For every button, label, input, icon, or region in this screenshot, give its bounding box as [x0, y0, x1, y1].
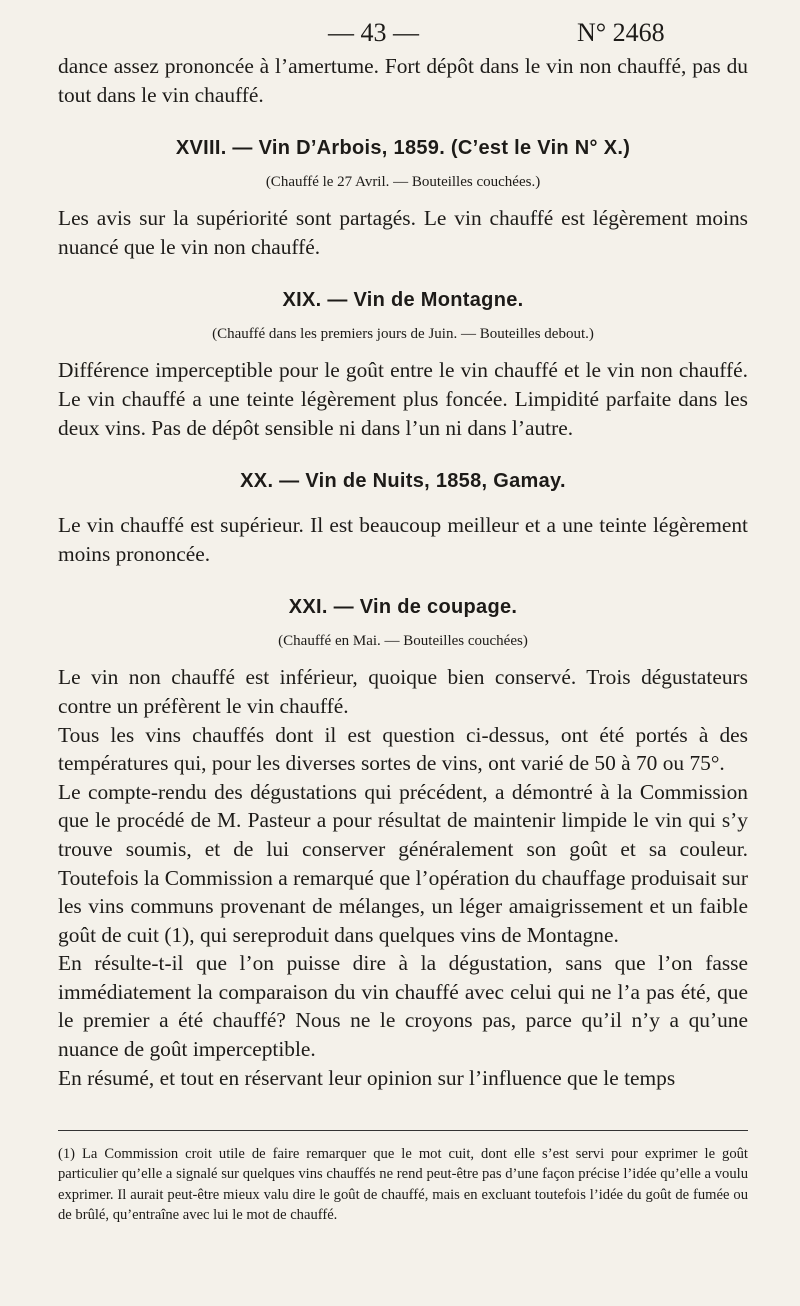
page-number: — 43 — — [328, 18, 419, 47]
section-paragraph: En résumé, et tout en réservant leur opinion sur l’influence que le temps — [58, 1065, 676, 1090]
page-header — [0, 12, 800, 52]
section-title-xix: XIX. — Vin de Montagne. — [282, 289, 524, 312]
section-paragraph: Le compte-rendu des dégustations qui précédent, a démontré à la Commission que le procédé de M. Pasteur a pour résultat de maintenir limpide le vin qui s’y trouve soumis, et de lui conserver généralement son goût et sa couleur. Toutefois la Commission a remarqué que l’opération du chauffage produisait sur les vins communs provenant de mélanges, un léger amaigrissement et un faible goût de cuit (1), qui sereproduit dans quelques vins de Montagne. — [58, 779, 748, 947]
body-text — [58, 52, 748, 1092]
section-paragraph: Tous les vins chauffés dont il est question ci-dessus, ont été portés à des températures qui, pour les diverses sortes de vins, ont varié de 50 à 70 ou 75°. — [58, 722, 748, 776]
section-note-xxi: (Chauffé en Mai. — Bouteilles couchées) — [278, 633, 528, 650]
document-number: N° 2468 — [577, 18, 665, 47]
section-paragraph: Le vin chauffé est supérieur. Il est beaucoup meilleur et a une teinte légèrement moins prononcée. — [58, 513, 748, 566]
section-note-xix: (Chauffé dans les premiers jours de Juin. — Bouteilles debout.) — [212, 326, 594, 343]
intro-paragraph: dance assez prononcée à l’amertume. Fort dépôt dans le vin non chauffé, pas du tout dans le vin chauffé. — [58, 54, 748, 107]
section-title-xviii: XVIII. — Vin D’Arbois, 1859. (C’est le Vin N° X.) — [175, 137, 631, 160]
section-paragraph: Différence imperceptible pour le goût entre le vin chauffé et le vin non chauffé. Le vin chauffé a une teinte légèrement plus foncée. Limpidité parfaite dans les deux vins. Pas de dépôt sensible ni dans l’un ni dans l’autre. — [58, 358, 748, 440]
section-paragraph: En résulte-t-il que l’on puisse dire à la dégustation, sans que l’on fasse immédiatement la comparaison du vin chauffé avec celui qui ne l’a pas été, que le premier a été chauffé? Nous ne le croyons pas, parce qu’il n’y a qu’une nuance de goût imperceptible. — [58, 951, 748, 1062]
section-paragraph: Les avis sur la supériorité sont partagés. Le vin chauffé est légèrement moins nuancé que le vin non chauffé. — [58, 206, 748, 259]
section-note-xviii: (Chauffé le 27 Avril. — Bouteilles couchées.) — [265, 174, 541, 191]
footnote: (1) La Commission croit utile de faire remarquer que le mot cuit, dont elle s’est servi pour exprimer le goût particulier qu’elle a signalé sur quelques vins chauffés ne rend peut-être pas d’une façon précise l’idée qu’elle a voulu exprimer. Il aurait peut-être mieux valu dire le goût de chauffé, mais en excluant toutefois l’idée du goût de fumée ou de brûlé, qu’entraîne avec lui le mot de chauffé. — [58, 1146, 748, 1224]
section-title-xx: XX. — Vin de Nuits, 1858, Gamay. — [240, 470, 566, 493]
section-title-xxi: XXI. — Vin de coupage. — [288, 596, 518, 619]
section-paragraph: Le vin non chauffé est inférieur, quoique bien conservé. Trois dégustateurs contre un préfèrent le vin chauffé. — [58, 665, 748, 718]
footnote-divider — [58, 1130, 748, 1131]
